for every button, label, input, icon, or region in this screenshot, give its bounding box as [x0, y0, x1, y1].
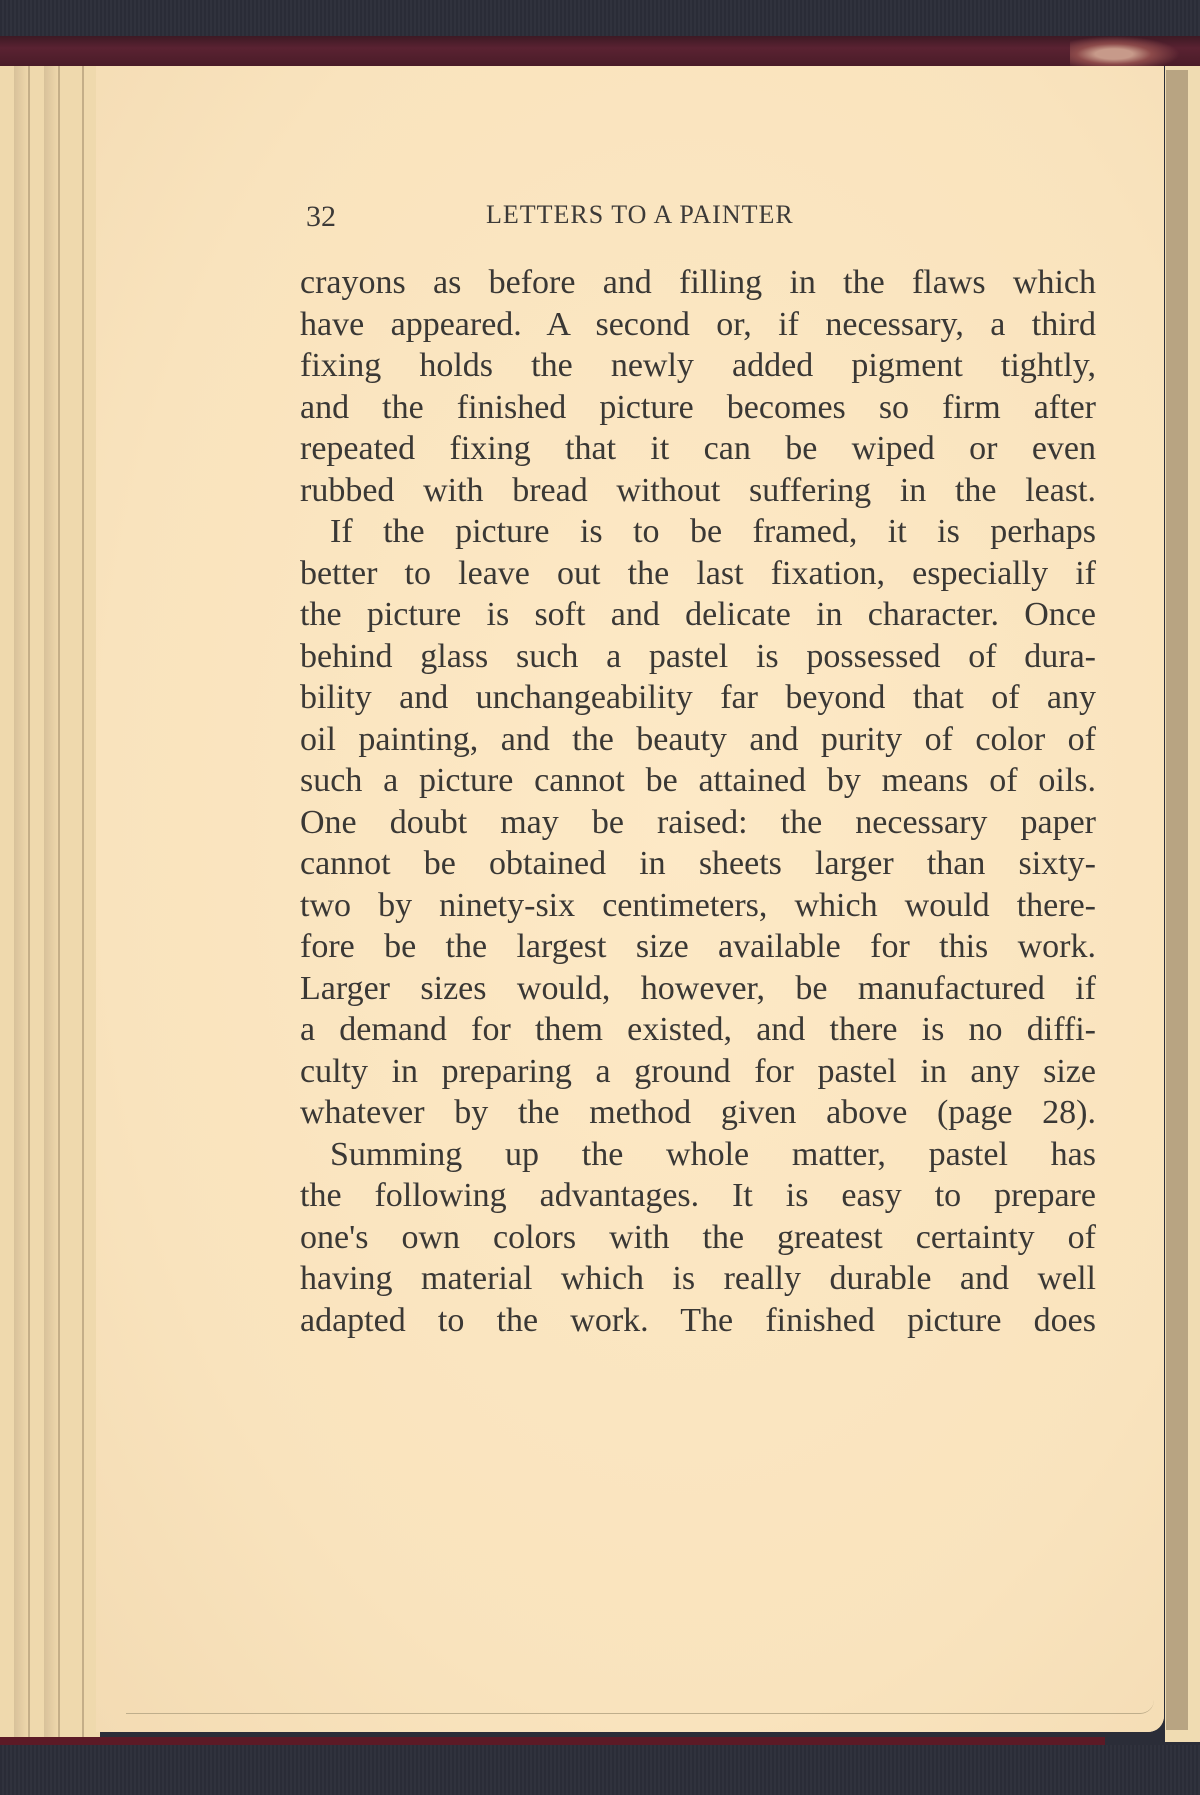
text-line: have appeared. A second or, if necessary, a third	[300, 305, 1096, 343]
text-line: cannot be obtained in sheets larger than sixty-	[300, 845, 1096, 882]
page-edge-line	[58, 66, 60, 1742]
text-line: One doubt may be raised: the necessary paper	[300, 803, 1096, 841]
book-binding-top	[0, 36, 1200, 66]
book-cover-cloth-top	[0, 0, 1200, 40]
frayed-binding	[1070, 36, 1180, 66]
text-line: fore be the largest size available for this work.	[300, 928, 1096, 965]
text-line: having material which is really durable and well	[300, 1260, 1096, 1297]
text-line: Summing up the whole matter, pastel has	[330, 1135, 1096, 1173]
text-line: adapted to the work. The finished picture does	[300, 1301, 1096, 1339]
body-text	[300, 262, 1096, 1341]
text-line: repeated fixing that it can be wiped or even	[300, 430, 1096, 467]
text-line: one's own colors with the greatest certainty of	[300, 1218, 1096, 1256]
text-line: Larger sizes would, however, be manufactured if	[300, 969, 1096, 1007]
text-line: If the picture is to be framed, it is perhaps	[330, 513, 1096, 550]
stacked-page-edges-left	[0, 66, 100, 1742]
text-line: a demand for them existed, and there is no diffi-	[300, 1011, 1096, 1048]
text-line: fixing holds the newly added pigment tightly,	[300, 347, 1096, 384]
book-cover-cloth-bottom	[0, 1745, 1200, 1795]
text-line: better to leave out the last fixation, especially if	[300, 554, 1096, 592]
page-edge-shadow	[44, 66, 58, 1742]
text-line: whatever by the method given above (page 28).	[300, 1094, 1096, 1131]
page-bottom-edge	[126, 1693, 1154, 1714]
text-line: rubbed with bread without suffering in the least.	[300, 471, 1096, 509]
text-line: oil painting, and the beauty and purity of color of	[300, 720, 1096, 758]
text-line: behind glass such a pastel is possessed of dura-	[300, 637, 1096, 675]
page-edge-line	[82, 66, 84, 1742]
text-line: bility and unchangeability far beyond that of any	[300, 679, 1096, 716]
text-line: and the finished picture becomes so firm after	[300, 388, 1096, 426]
text-line: such a picture cannot be attained by means of oils.	[300, 762, 1096, 799]
text-line: the following advantages. It is easy to prepare	[300, 1177, 1096, 1214]
text-line: culty in preparing a ground for pastel in any size	[300, 1052, 1096, 1090]
page-number: 32	[306, 200, 336, 233]
page-gutter-shadow	[1166, 70, 1188, 1730]
page-edge-shadow	[14, 66, 28, 1742]
text-line: the picture is soft and delicate in character. Once	[300, 596, 1096, 633]
text-line: two by ninety-six centimeters, which would there-	[300, 886, 1096, 924]
text-line: crayons as before and filling in the flaws which	[300, 264, 1096, 301]
running-title: LETTERS TO A PAINTER	[486, 200, 794, 229]
page-header	[306, 200, 1086, 240]
page-edge-line	[28, 66, 30, 1742]
